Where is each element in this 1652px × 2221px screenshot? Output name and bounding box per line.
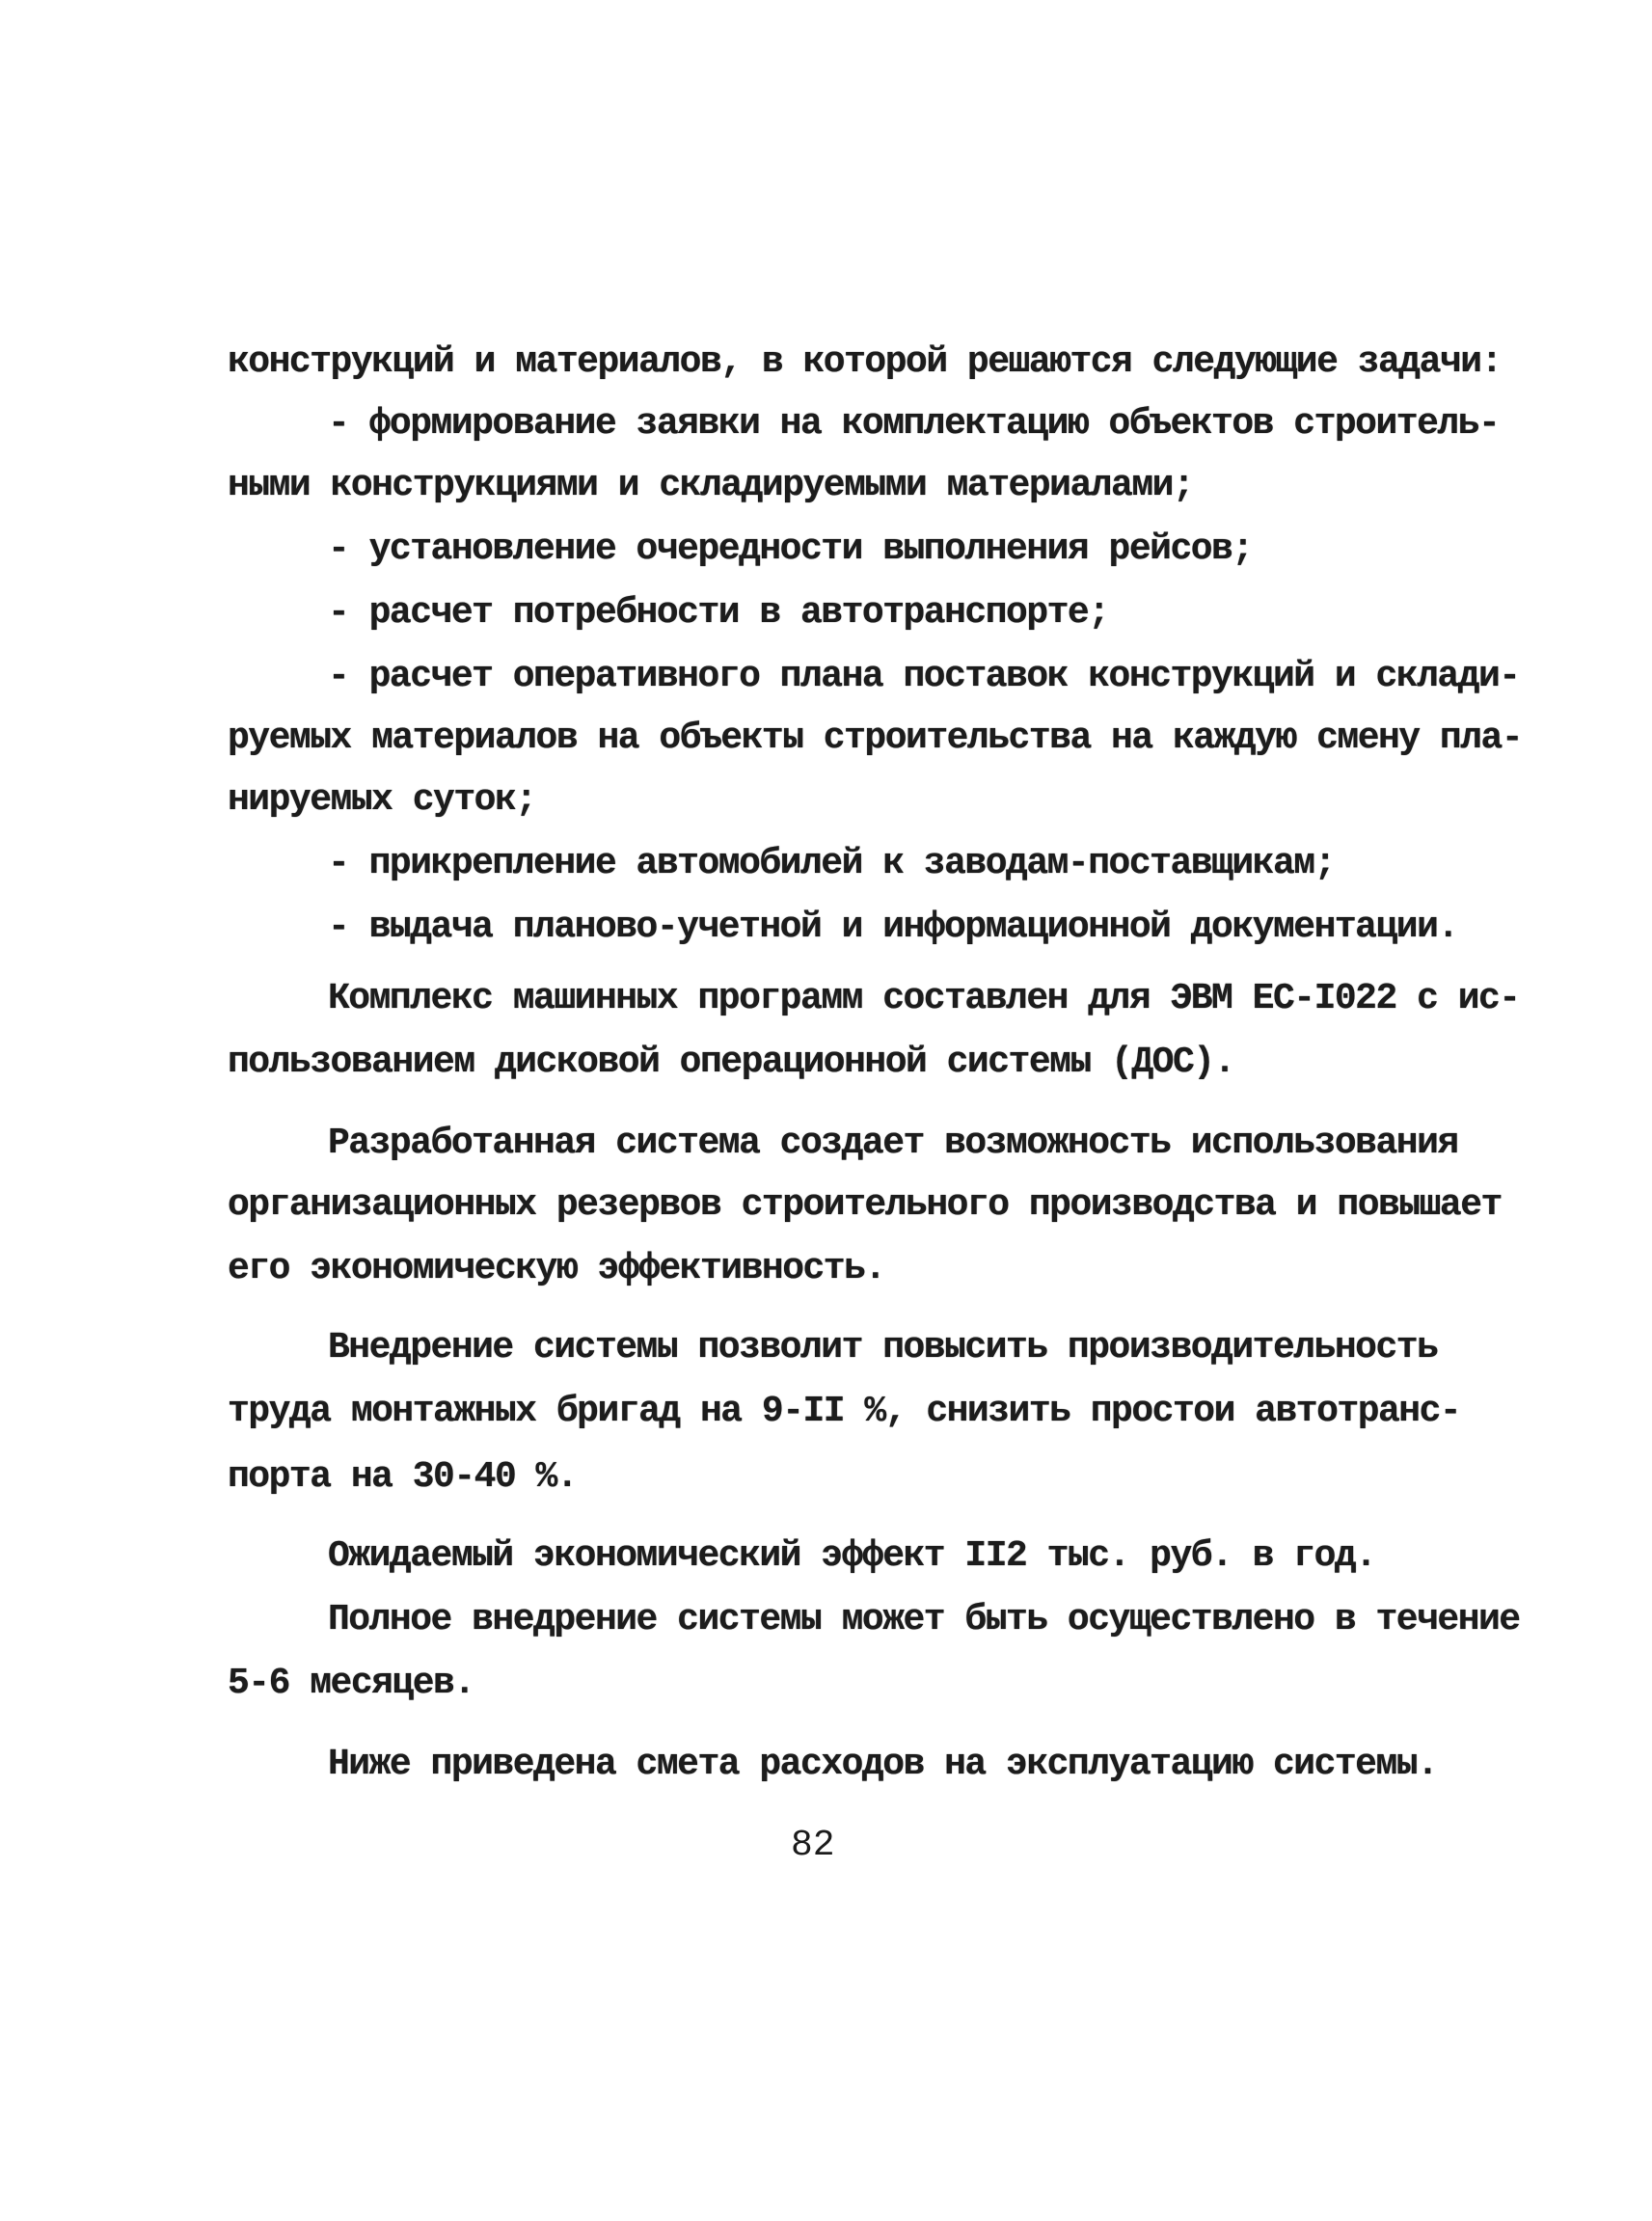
text-line: конструкций и материалов, в которой решаются следующие задачи: xyxy=(228,341,1502,383)
text-line: 5-6 месяцев. xyxy=(228,1663,474,1704)
text-line: Полное внедрение системы может быть осуществлено в течение xyxy=(328,1599,1520,1640)
text-line: Ожидаемый экономический эффект II2 тыс. руб. в год. xyxy=(328,1535,1376,1577)
text-line: его экономическую эффективность. xyxy=(228,1248,885,1289)
text-line: организационных резервов строительного производства и повышает xyxy=(228,1184,1502,1226)
text-line: Комплекс машинных программ составлен для ЭВМ ЕС-I022 с ис- xyxy=(328,978,1520,1019)
text-line: - выдача планово-учетной и информационной документации. xyxy=(328,907,1458,948)
text-line: труда монтажных бригад на 9-II %, снизить простои автотранс- xyxy=(228,1391,1461,1432)
text-line: Ниже приведена смета расходов на эксплуатацию системы. xyxy=(328,1744,1438,1785)
text-line: - установление очередности выполнения рейсов; xyxy=(328,528,1253,570)
text-line: ными конструкциями и складируемыми материалами; xyxy=(228,465,1194,506)
text-line: порта на 30-40 %. xyxy=(228,1456,578,1498)
text-line: - расчет оперативного плана поставок конструкций и склади- xyxy=(328,656,1520,697)
text-line: Внедрение системы позволит повысить производительность xyxy=(328,1327,1438,1368)
text-line: - формирование заявки на комплектацию объектов строитель- xyxy=(328,403,1500,445)
text-line: нируемых суток; xyxy=(228,779,536,821)
text-line: руемых материалов на объекты строительства на каждую смену пла- xyxy=(228,718,1523,759)
text-line: - прикрепление автомобилей к заводам-поставщикам; xyxy=(328,843,1335,884)
page-number: 82 xyxy=(791,1825,835,1866)
text-line: - расчет потребности в автотранспорте; xyxy=(328,592,1109,634)
text-line: Разработанная система создает возможность использования xyxy=(328,1123,1458,1164)
text-line: пользованием дисковой операционной системы (ДОС). xyxy=(228,1042,1234,1083)
